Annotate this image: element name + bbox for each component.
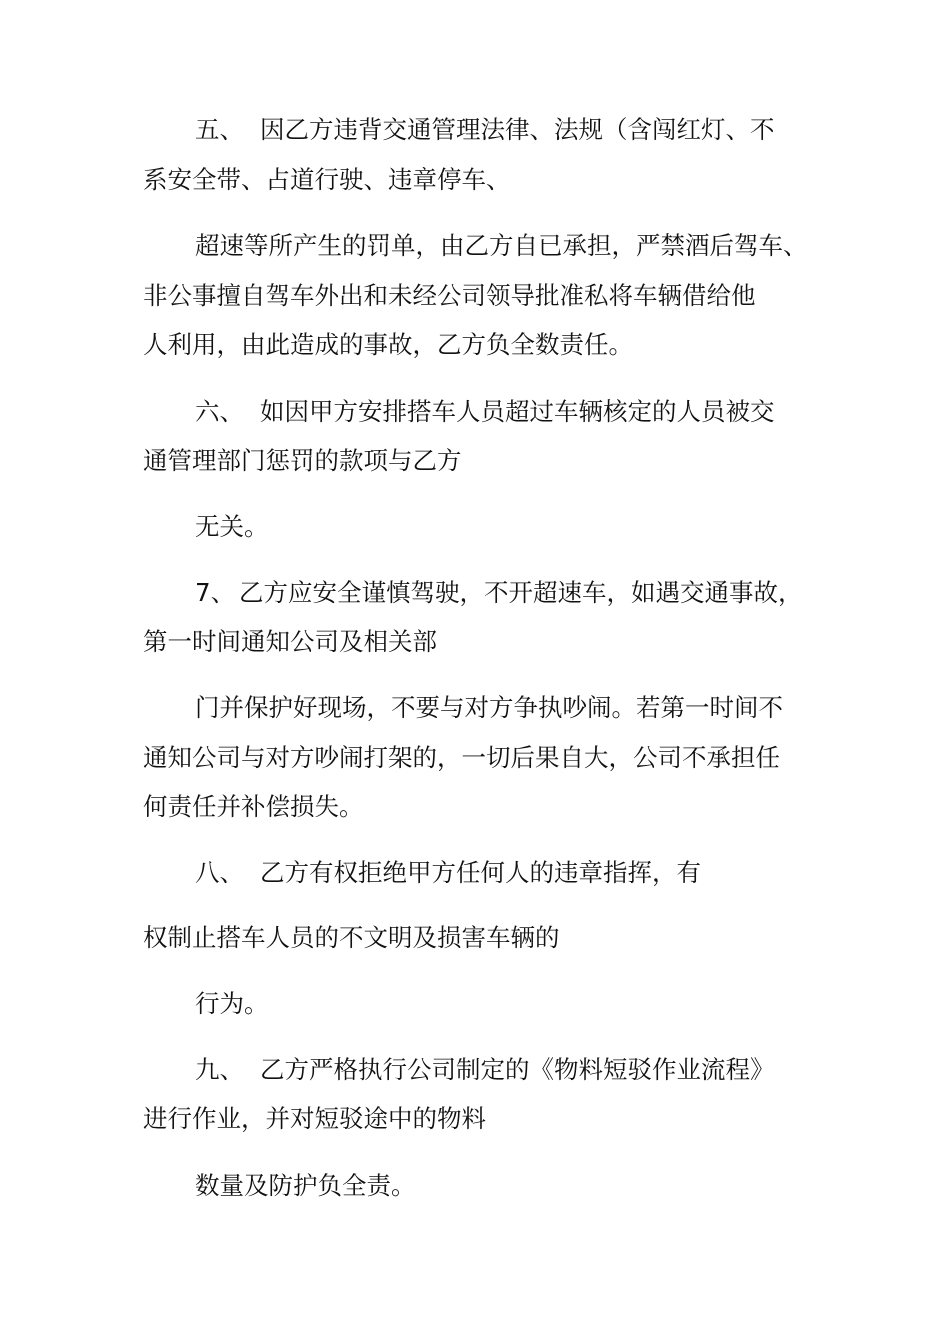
clause-8-text-1: 乙方有权拒绝甲方任何人的违章指挥，有: [260, 858, 701, 887]
clause-6-number: 六、: [195, 397, 244, 426]
clause-7-cont-line-3: 何责任并补偿损失。: [143, 792, 364, 821]
clause-6-line-2: 通管理部门惩罚的款项与乙方: [143, 446, 462, 475]
clause-7-line-1: [195, 575, 803, 611]
clause-6-text-1: 如因甲方安排搭车人员超过车辆核定的人员被交: [260, 397, 775, 426]
clause-5-line-1: [195, 112, 775, 148]
clause-7-number: 7、: [195, 578, 236, 607]
clause-7-cont-line-2: 通知公司与对方吵闹打架的，一切后果自大，公司不承担任: [143, 743, 780, 772]
clause-5-cont-line-3: 人利用，由此造成的事故，乙方负全数责任。: [143, 330, 633, 359]
clause-8-cont-line-1: 行为。: [195, 989, 269, 1018]
clause-5-number: 五、: [195, 115, 244, 144]
clause-6-line-1: [195, 394, 775, 430]
clause-9-line-1: [195, 1052, 775, 1088]
clause-7-text-1: 乙方应安全谨慎驾驶，不开超速车，如遇交通事故，: [239, 578, 803, 607]
clause-8-number: 八、: [195, 858, 244, 887]
clause-5-cont-line-1: 超速等所产生的罚单，由乙方自已承担，严禁酒后驾车、: [195, 231, 808, 260]
clause-9-text-1: 乙方严格执行公司制定的《物料短驳作业流程》: [260, 1055, 775, 1084]
clause-6-cont-line-1: 无关。: [195, 512, 269, 541]
clause-8-line-1: [195, 855, 701, 891]
clause-5-text-1: 因乙方违背交通管理法律、法规（含闯红灯、不: [260, 115, 775, 144]
clause-7-line-2: 第一时间通知公司及相关部: [143, 627, 437, 656]
clause-9-line-2: 进行作业，并对短驳途中的物料: [143, 1104, 486, 1133]
clause-5-line-2: 系安全带、占道行驶、违章停车、: [143, 165, 511, 194]
clause-9-cont-line-1: 数量及防护负全责。: [195, 1171, 416, 1200]
clause-8-line-2: 权制止搭车人员的不文明及损害车辆的: [143, 923, 560, 952]
clause-7-cont-line-1: 门并保护好现场，不要与对方争执吵闹。若第一时间不: [195, 693, 783, 722]
clause-9-number: 九、: [195, 1055, 244, 1084]
clause-5-cont-line-2: 非公事擅自驾车外出和未经公司领导批准私将车辆借给他: [143, 281, 756, 310]
